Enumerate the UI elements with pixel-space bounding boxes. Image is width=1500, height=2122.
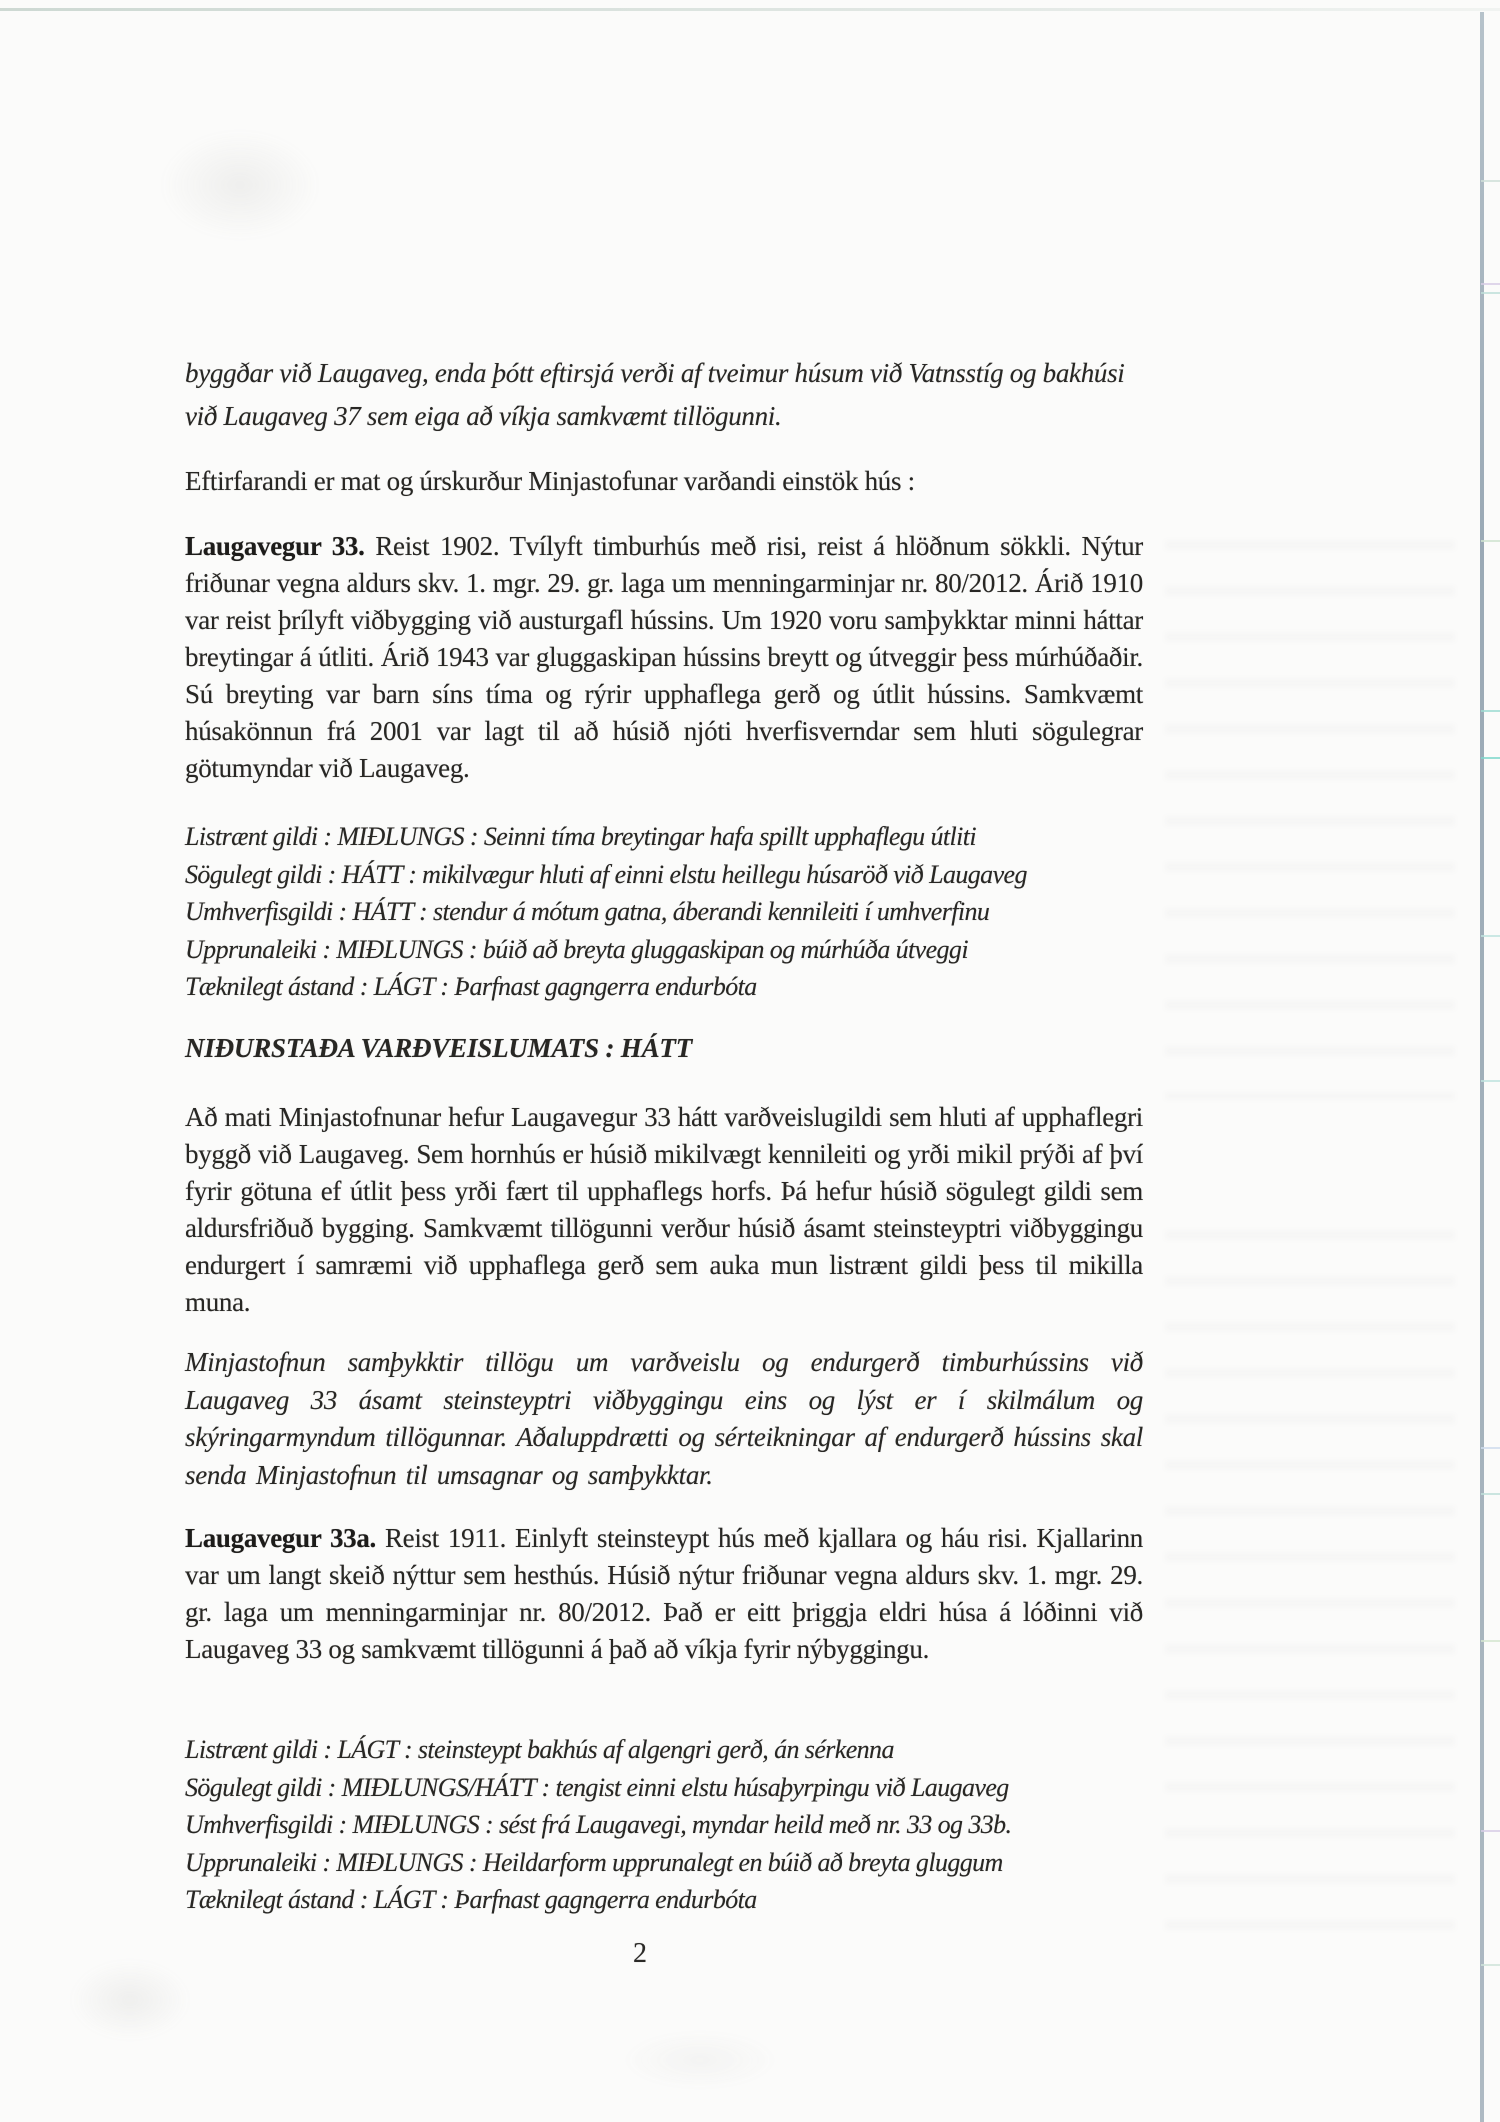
scan-top-edge-line (0, 8, 1500, 11)
scan-smudge (620, 2030, 780, 2090)
scan-ruled-line-artifact (1481, 1080, 1500, 1082)
assessment-list-33 (185, 818, 1143, 1006)
result-heading: NIÐURSTAÐA VARÐVEISLUMATS : HÁTT (185, 1033, 692, 1063)
assessment-line-listraent: Listrænt gildi : LÁGT : steinsteypt bakhús af algengri gerð, án sérkenna (185, 1735, 894, 1764)
scan-ruled-line-artifact (1481, 1964, 1500, 1966)
assessment-paragraph: Að mati Minjastofnunar hefur Laugavegur 33 hátt varðveislugildi sem hluti af upphaflegri byggð við Laugaveg. Sem hornhús er húsið mikilvægt kennileiti og yrði mikil prýði af því fyrir götuna ef útlit þess yrði fært til upphaflegs horfs. Þá hefur húsið sögulegt gildi sem aldursfriðuð bygging. Samkvæmt tillögunni verður húsið ásamt steinsteyptri viðbyggingu endurgert í samræmi við upphaflega gerð sem auka mun listrænt gildi þess til mikilla muna. (185, 1102, 1143, 1317)
scan-bleedthrough-artifact (1165, 540, 1455, 1100)
assessment-line-listraent: Listrænt gildi : MIÐLUNGS : Seinni tíma breytingar hafa spillt upphaflegu útliti (185, 822, 976, 851)
scan-ruled-line-artifact (1481, 1493, 1500, 1495)
scan-ruled-line-artifact (1481, 1640, 1500, 1642)
scan-ruled-line-artifact (1481, 1830, 1500, 1832)
scan-paper-edge-line (1480, 12, 1484, 2122)
decision-italic-paragraph: Minjastofnun samþykktir tillögu um varðveislu og endurgerð timburhússins við Laugaveg 33 ásamt steinsteyptri viðbyggingu eins og lýst er í skilmálum og skýringarmyndum tillögunnar. Aðaluppdrætti og sérteikningar af endurgerð hússins skal senda Minjastofnun til umsagnar og samþykktar. (185, 1347, 1143, 1490)
scan-bleedthrough-artifact (1165, 1230, 1455, 1930)
house-33a-description: Reist 1911. Einlyft steinsteypt hús með kjallara og háu risi. Kjallarinn var um langt skeið nýttur sem hesthús. Húsið nýtur friðunar vegna aldurs skv. 1. mgr. 29. gr. laga um menningarminjar nr. 80/2012. Það er eitt þriggja eldri húsa á lóðinni við Laugaveg 33 og samkvæmt tillögunni á það að víkja fyrir nýbyggingu. (185, 1523, 1143, 1664)
scan-smudge (70, 1960, 190, 2040)
paragraph-laugavegur-33a (185, 1520, 1143, 1668)
assessment-line-taeknilegt: Tæknilegt ástand : LÁGT : Þarfnast gagngerra endurbóta (185, 1885, 757, 1914)
assessment-line-umhverfis: Umhverfisgildi : HÁTT : stendur á mótum gatna, áberandi kennileiti í umhverfinu (185, 897, 990, 926)
scan-ruled-line-artifact (1481, 1447, 1500, 1449)
assessment-line-taeknilegt: Tæknilegt ástand : LÁGT : Þarfnast gagngerra endurbóta (185, 972, 757, 1001)
house-33-title: Laugavegur 33. (185, 531, 365, 561)
page-number: 2 (633, 1938, 647, 1969)
scan-ruled-line-artifact (1481, 935, 1500, 937)
scan-ruled-line-artifact (1481, 710, 1500, 712)
scan-ruled-line-artifact (1481, 540, 1500, 542)
scan-ruled-line-artifact (1481, 292, 1500, 294)
assessment-line-umhverfis: Umhverfisgildi : MIÐLUNGS : sést frá Laugavegi, myndar heild með nr. 33 og 33b. (185, 1810, 1012, 1839)
paragraph-laugavegur-33 (185, 528, 1143, 787)
intro-statement-line: Eftirfarandi er mat og úrskurður Minjastofunar varðandi einstök hús : (185, 466, 915, 496)
scan-smudge (160, 130, 320, 240)
assessment-line-sogulegt: Sögulegt gildi : MIÐLUNGS/HÁTT : tengist einni elstu húsaþyrpingu við Laugaveg (185, 1772, 1009, 1802)
scan-ruled-line-artifact (1481, 757, 1500, 759)
house-33-description: Reist 1902. Tvílyft timburhús með risi, reist á hlöðnum sökkli. Nýtur friðunar vegna aldurs skv. 1. mgr. 29. gr. laga um menningarminjar nr. 80/2012. Árið 1910 var reist þrílyft viðbygging við austurgafl hússins. Um 1920 voru samþykktar minni háttar breytingar á útliti. Árið 1943 var gluggaskipan hússins breytt og útveggir þess múrhúðaðir. Sú breyting var barn síns tíma og rýrir upphaflega gerð og útlit hússins. Samkvæmt húsakönnun frá 2001 var lagt til að húsið njóti hverfisverndar sem hluti sögulegrar götumyndar við Laugaveg. (185, 531, 1143, 783)
intro-italic-paragraph: byggðar við Laugaveg, enda þótt eftirsjá verði af tveimur húsum við Vatnsstíg og bakhúsi við Laugaveg 37 sem eiga að víkja samkvæmt tillögunni. (185, 358, 1125, 431)
assessment-line-upprunaleiki: Upprunaleiki : MIÐLUNGS : búið að breyta gluggaskipan og múrhúða útveggi (185, 934, 968, 964)
scan-ruled-line-artifact (1481, 283, 1500, 285)
assessment-list-33a (185, 1731, 1143, 1919)
assessment-line-upprunaleiki: Upprunaleiki : MIÐLUNGS : Heildarform upprunalegt en búið að breyta gluggum (185, 1847, 1003, 1877)
assessment-line-sogulegt: Sögulegt gildi : HÁTT : mikilvægur hluti af einni elstu heillegu húsaröð við Laugaveg (185, 859, 1027, 889)
scan-ruled-line-artifact (1481, 180, 1500, 182)
house-33a-title: Laugavegur 33a. (185, 1523, 376, 1553)
